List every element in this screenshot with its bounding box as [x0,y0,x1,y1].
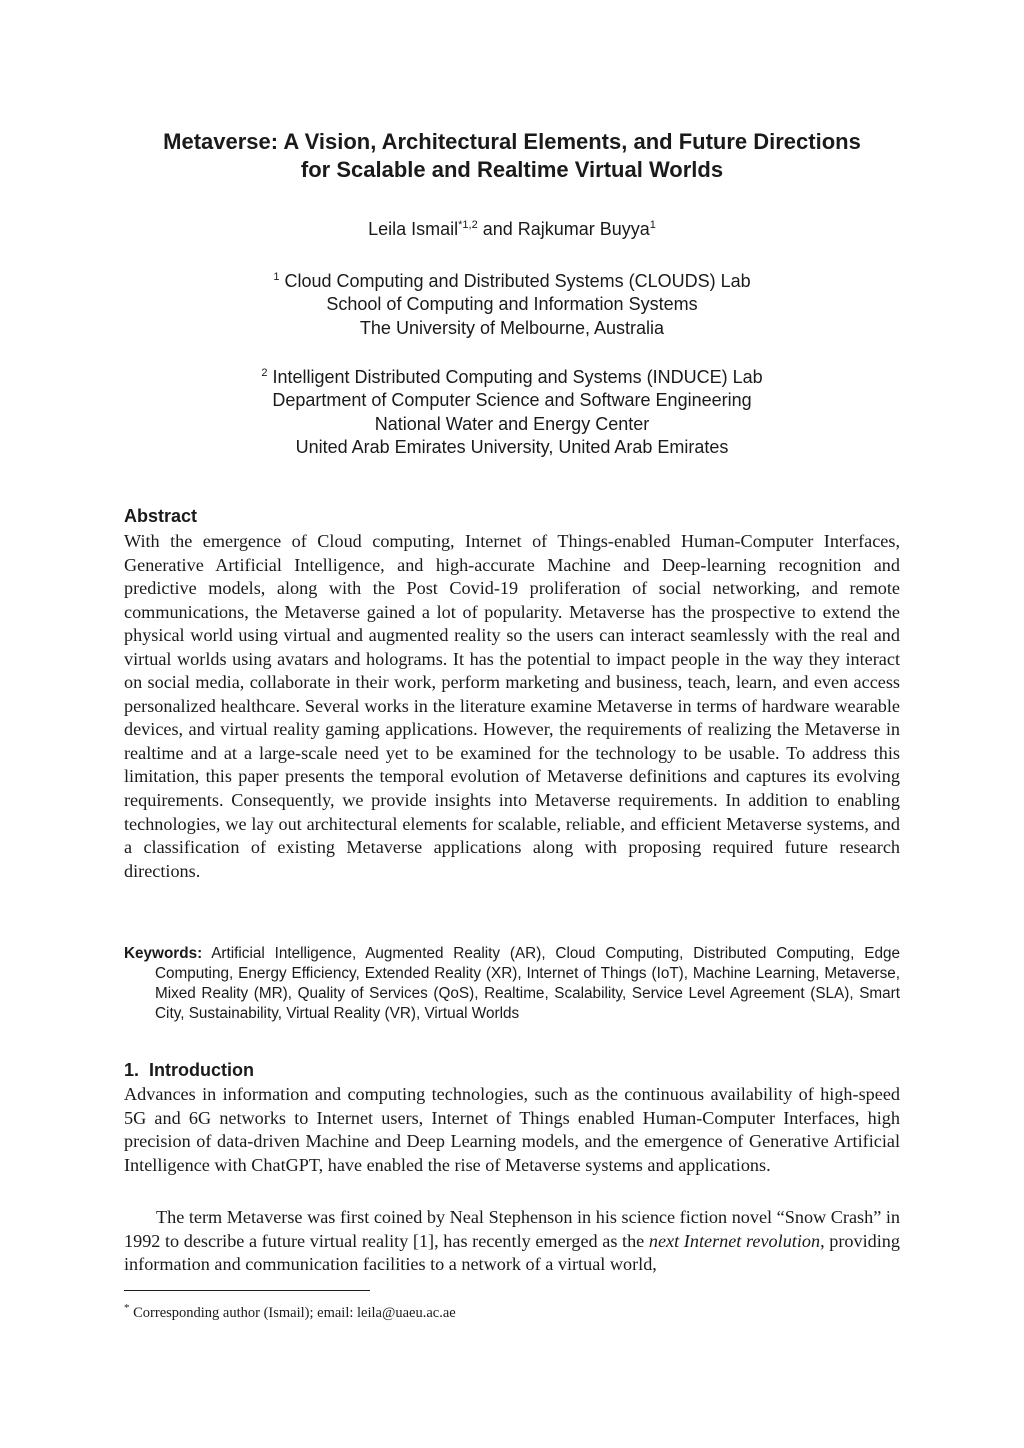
introduction-emphasis-next-internet: next Internet [648,1230,742,1251]
affiliation-2-line-3: National Water and Energy Center [374,413,650,434]
footnote-mark: * [124,1302,130,1314]
introduction-paragraph-1: Advances in information and computing technologies, such as the continuous availability of high-speed 5G and 6G networks to Internet users, Internet of Things enabled Human-Computer Interfaces, high precision of data-driven Machine and Deep Learning models, and the emergence of Generative Artificial Intelligence with ChatGPT, have enabled the rise of Metaverse systems and applications. [124,1084,900,1175]
footnote [124,1303,900,1323]
affiliation-1-line-1 [100,270,924,293]
introduction-paragraph-2-text-b: , providing information and communication facilities to a network of a virtual world, [124,1230,900,1275]
title-line-2: for Scalable and Realtime Virtual Worlds [300,157,724,182]
keywords-block [124,944,900,1024]
affiliation-1-lab: Cloud Computing and Distributed Systems (CLOUDS) Lab [284,271,751,291]
keywords-list: Artificial Intelligence, Augmented Reality (AR), Cloud Computing, Distributed Computing, Edge Computing, Energy Efficiency, Extended Reality (XR), Internet of Things (IoT), Machine Learning, Metaverse, Mixed Reality (MR), Quality of Services (QoS), Realtime, Scalability, Service Level Agreement (SLA), Smart City, Sustainability, Virtual Reality (VR), Virtual Worlds [155,945,900,1022]
affiliation-1 [100,270,924,340]
footnote-divider [124,1290,370,1291]
author-list [100,216,924,242]
affiliation-2-number: 2 [261,367,268,379]
affiliation-1-line-3: The University of Melbourne, Australia [359,317,665,338]
footnote-text: Corresponding author (Ismail); email: leila@uaeu.ac.ae [129,1305,456,1321]
author-conjunction: and [477,219,518,239]
abstract-body: With the emergence of Cloud computing, Internet of Things-enabled Human-Computer Interfaces, Generative Artificial Intelligence, and high-accurate Machine and Deep-learning recognition and predictive models, along with the Post Covid-19 proliferation of social networking, and remote communications, the Metaverse gained a lot of popularity. Metaverse has the prospective to extend the physical world using virtual and augmented reality so the users can interact seamlessly with the real and virtual worlds using avatars and holograms. It has the potential to impact people in the way they interact on social media, collaborate in their work, perform marketing and business, teach, learn, and even access personalized healthcare. Several works in the literature examine Metaverse in terms of hardware wearable devices, and virtual reality gaming applications. However, the requirements of realizing the Metaverse in realtime and at a large-scale need yet to be examined for the technology to be usable. To address this limitation, this paper presents the temporal evolution of Metaverse definitions and captures its evolving requirements. Consequently, we provide insights into Metaverse requirements. In addition to enabling technologies, we lay out architectural elements for scalable, reliable, and efficient Metaverse systems, and a classification of existing Metaverse applications along with proposing required future research directions. [124,531,900,881]
keywords-label: Keywords [124,945,198,962]
author-2-name: Rajkumar Buyya [517,219,650,239]
affiliation-1-line-2: School of Computing and Information Systems [326,294,698,315]
affiliation-2-line-4: United Arab Emirates University, United Arab Emirates [295,437,729,458]
affiliation-1-number: 1 [273,271,280,283]
introduction-emphasis-revolution: revolution [746,1230,821,1251]
introduction-paragraph-2-text-a: The term Metaverse was first coined by Neal Stephenson in his science fiction novel “Snow Crash” in 1992 to describe a future virtual reality [1], has recently emerged as the [124,1207,900,1251]
paper-title [100,128,924,184]
title-line-1: Metaverse: A Vision, Architectural Elements, and Future Directions [163,129,861,154]
affiliation-2 [100,366,924,460]
affiliation-2-lab: Intelligent Distributed Computing and Systems (INDUCE) Lab [272,367,763,387]
author-2-affiliation-marks: 1 [649,219,656,231]
abstract-heading: Abstract [124,506,198,526]
introduction-paragraph-2 [124,1206,900,1277]
keywords-separator: : [197,945,203,962]
author-1-name: Leila Ismail [368,219,459,239]
affiliation-2-line-2: Department of Computer Science and Software Engineering [272,390,752,411]
introduction-heading: 1. Introduction [124,1060,254,1080]
affiliation-2-line-1 [100,366,924,389]
author-1-affiliation-marks: *1,2 [458,219,478,231]
